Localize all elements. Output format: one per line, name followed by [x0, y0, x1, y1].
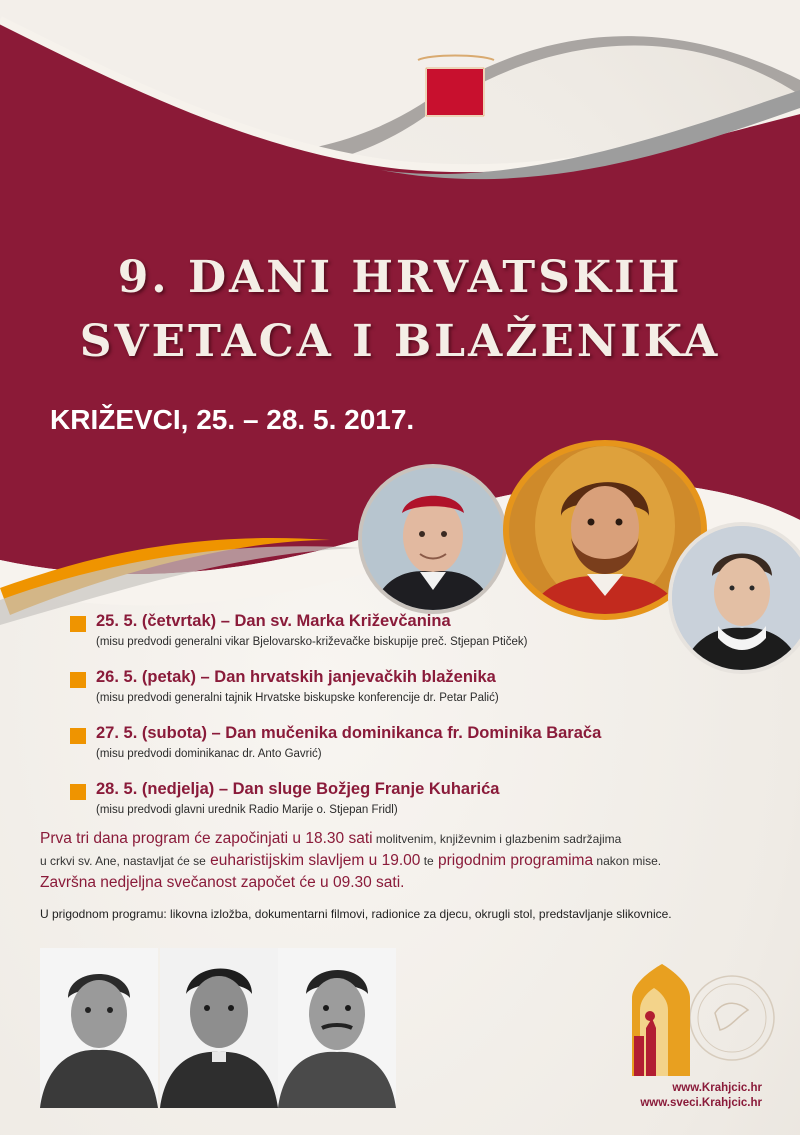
day-heading: 25. 5. (četvrtak) – Dan sv. Marka Križevčanina [96, 612, 451, 630]
day-celebrant: (misu predvodi glavni urednik Radio Marije o. Stjepan Fridl) [96, 804, 398, 816]
program-description [40, 830, 780, 896]
day-celebrant: (misu predvodi generalni tajnik Hrvatske biskupske konferencije dr. Petar Palić) [96, 692, 499, 704]
martyr-photo-3 [278, 948, 396, 1108]
days-list [70, 612, 770, 836]
day-heading: 28. 5. (nedjelja) – Dan sluge Božjeg Franje Kuharića [96, 780, 500, 798]
title-line-2: SVETACA I BLAŽENIKA [79, 316, 721, 367]
program-text: Prva tri dana program će započinjati u 18.30 sati [40, 830, 373, 847]
day-celebrant: (misu predvodi generalni vikar Bjelovarsko-križevačke biskupije preč. Stjepan Ptiček) [96, 636, 528, 648]
cardinal-portrait [358, 464, 508, 614]
list-item [70, 668, 770, 724]
place-date: KRIŽEVCI, 25. – 28. 5. 2017. [50, 404, 415, 435]
program-text: Završna nedjeljna svečanost započet će u 09.30 sati. [40, 874, 405, 891]
martyr-photo-2 [160, 948, 278, 1108]
website-link-sveci[interactable]: www.sveci.Krahjcic.hr [640, 1097, 762, 1109]
list-item [70, 724, 770, 780]
program-text: te [420, 854, 434, 868]
day-heading: 27. 5. (subota) – Dan mučenika dominikanca fr. Dominika Barača [96, 724, 602, 742]
program-line-1 [40, 830, 780, 852]
orange-bullet [70, 784, 86, 800]
organizer-logo [620, 958, 790, 1078]
website-link[interactable]: www.Krahjcic.hr [672, 1082, 762, 1094]
list-item [70, 780, 770, 836]
orange-bullet [70, 616, 86, 632]
day-heading: 26. 5. (petak) – Dan hrvatskih janjevačkih blaženika [96, 668, 496, 686]
title-line-1: 9. DANI HRVATSKIH [117, 252, 683, 303]
program-text: u crkvi sv. Ane, nastavljat će se [40, 854, 206, 868]
martyr-photo-1 [40, 948, 158, 1108]
program-note: U prigodnom programu: likovna izložba, dokumentarni filmovi, radionice za djecu, okrugli stol, predstavljanje slikovnice. [40, 907, 672, 921]
program-text: nakon mise. [593, 854, 662, 868]
day-celebrant: (misu predvodi dominikanac dr. Anto Gavrić) [96, 748, 322, 760]
program-line-3 [40, 874, 780, 896]
program-text: prigodnim programima [433, 852, 594, 869]
program-line-2 [40, 852, 780, 874]
list-item [70, 612, 770, 668]
orange-bullet [70, 672, 86, 688]
orange-bullet [70, 728, 86, 744]
program-text: molitvenim, književnim i glazbenim sadržajima [372, 832, 622, 846]
program-text: euharistijskim slavljem u 19.00 [205, 852, 421, 869]
